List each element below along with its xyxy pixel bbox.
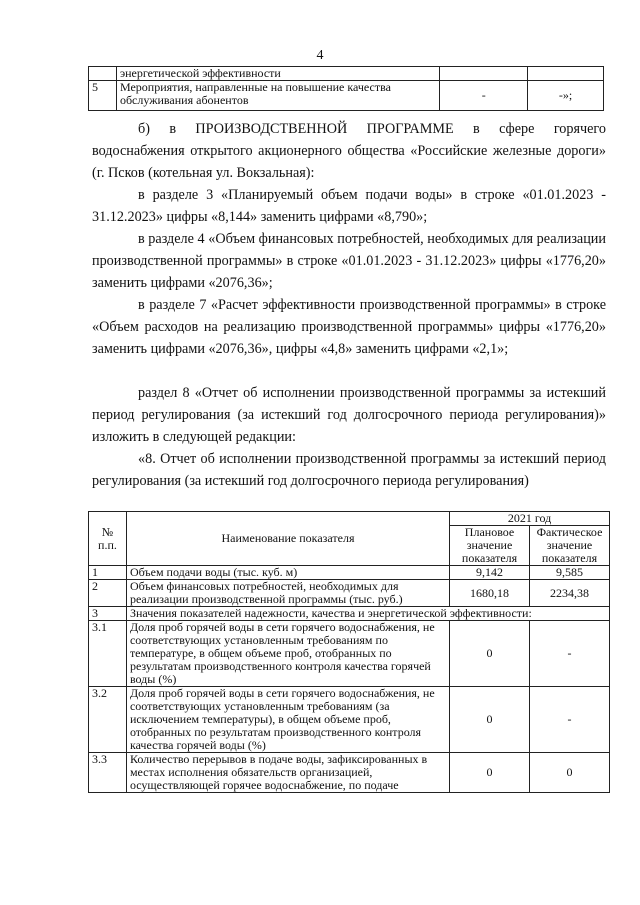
header-num: № п.п. [89,512,127,566]
row-name: Объем подачи воды (тыс. куб. м) [126,566,449,580]
top-table-fragment [88,66,604,111]
table-row [89,81,604,111]
row-name: Значения показателей надежности, качества и энергетической эффективности: [126,607,609,621]
table-header-row [89,512,610,526]
fact-value: 9,585 [530,566,610,580]
fact-value: - [530,687,610,753]
header-name: Наименование показателя [126,512,449,566]
row-name: Доля проб горячей воды в сети горячего водоснабжения, не соответствующих установленным требованиям (за исключением температуры), в общем объеме проб, отобранных по результатам производственного контроля качества горячей воды (%) [126,687,449,753]
paragraph-b: б) в ПРОИЗВОДСТВЕННОЙ ПРОГРАММЕ в сфере горячего водоснабжения открытого акционерного общества «Российские железные дороги» (г. Псков (котельная ул. Вокзальная): [92,121,606,181]
row-name: Объем финансовых потребностей, необходимых для реализации производственной программы (тыс. руб.) [126,580,449,607]
paragraph-section-7: в разделе 7 «Расчет эффективности производственной программы» в строке «Объем расходов на реализацию производственной программы» цифры «1776,20» заменить цифрами «2076,36», цифры «4,8» заменить цифрами «2,1»; [92,297,606,357]
row-number: 3.2 [89,687,127,753]
table-cell [440,67,528,81]
table-cell: энергетической эффективности [116,67,439,81]
paragraph-report-title: «8. Отчет об исполнении производственной программы за истекший период регулирования (за истекший год долгосрочного периода регулирования) [92,451,606,489]
table-cell [528,67,604,81]
plan-value: 0 [450,687,530,753]
row-number: 3.3 [89,753,127,793]
table-row [89,621,610,687]
row-number: 3 [89,607,127,621]
table-row [89,67,604,81]
header-plan: Плановое значение показателя [450,526,530,566]
row-number: 1 [89,566,127,580]
report-table [88,511,610,793]
fact-value: 0 [530,753,610,793]
fact-value: -»; [528,81,604,111]
plan-value: 9,142 [450,566,530,580]
header-year: 2021 год [450,512,610,526]
table-row [89,753,610,793]
fact-value: - [530,621,610,687]
row-name: Количество перерывов в подаче воды, зафиксированных в местах исполнения обязательств организацией, осуществляющей горячее водоснабжение, по подаче [126,753,449,793]
plan-value: - [440,81,528,111]
plan-value: 0 [450,753,530,793]
header-fact: Фактическое значение показателя [530,526,610,566]
row-name: Доля проб горячей воды в сети горячего водоснабжения, не соответствующих установленным требованиям по температуре, в общем объеме проб, отобранных по результатам производственного контроля качества горячей воды (%) [126,621,449,687]
row-number: 2 [89,580,127,607]
row-number: 5 [89,81,117,111]
table-row [89,580,610,607]
paragraph-section-8: раздел 8 «Отчет об исполнении производственной программы за истекший период регулирования (за истекший год долгосрочного периода регулирования)» изложить в следующей редакции: [92,385,606,445]
table-row [89,566,610,580]
row-text: Мероприятия, направленные на повышение качества обслуживания абонентов [116,81,439,111]
table-row [89,607,610,621]
paragraph-section-4: в разделе 4 «Объем финансовых потребностей, необходимых для реализации производственной программы» в строке «01.01.2023 - 31.12.2023» цифры «1776,20» заменить цифрами «2076,36»; [92,231,606,291]
plan-value: 0 [450,621,530,687]
fact-value: 2234,38 [530,580,610,607]
page-number: 4 [316,48,324,63]
row-number: 3.1 [89,621,127,687]
plan-value: 1680,18 [450,580,530,607]
table-row [89,687,610,753]
table-cell [89,67,117,81]
paragraph-section-3: в разделе 3 «Планируемый объем подачи воды» в строке «01.01.2023 - 31.12.2023» цифры «8,144» заменить цифрами «8,790»; [92,187,606,225]
